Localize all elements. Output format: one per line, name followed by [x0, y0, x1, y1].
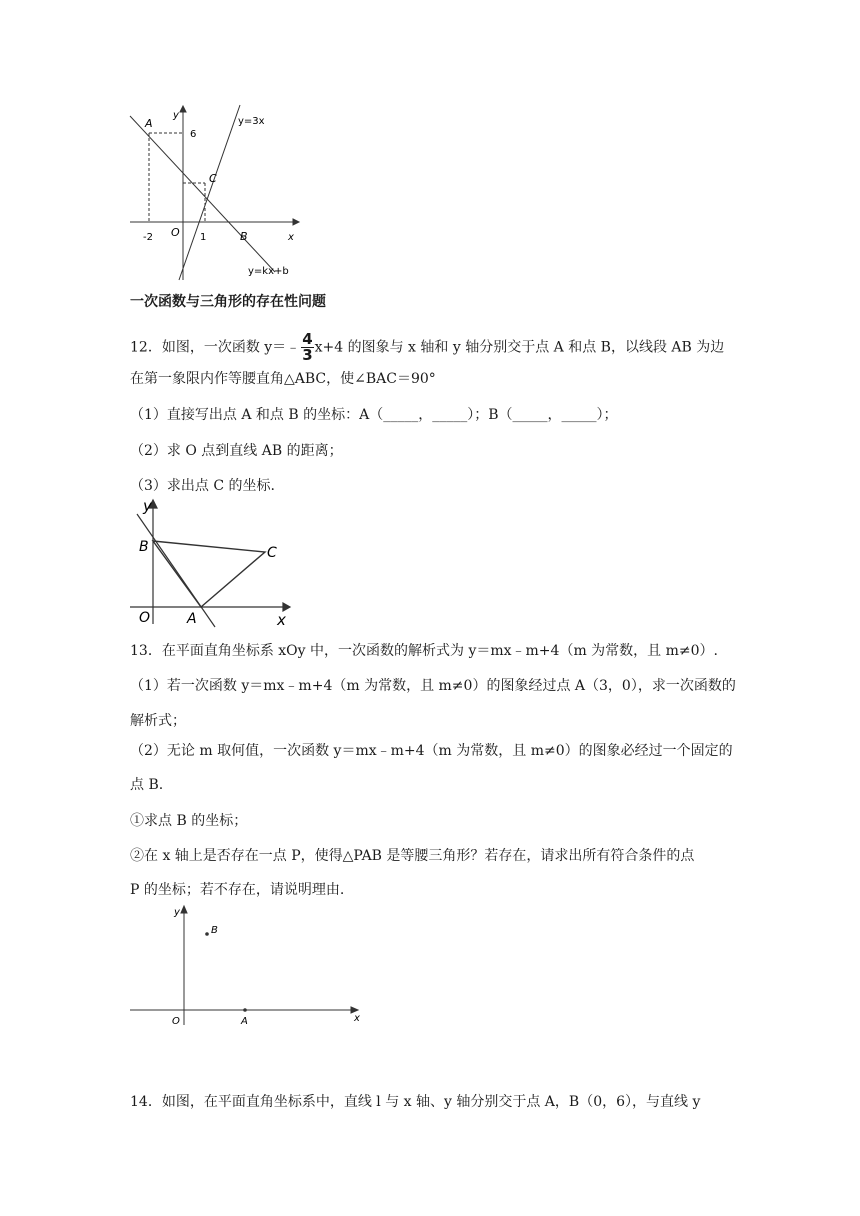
- q13-sub2-a: ②在 x 轴上是否存在一点 P，使得△PAB 是等腰三角形？若存在，请求出所有符合条件的点: [130, 848, 695, 864]
- q12-line2: 在第一象限内作等腰直角△ABC，使∠BAC＝90°: [130, 371, 436, 387]
- section-title: 一次函数与三角形的存在性问题: [130, 294, 326, 310]
- q13-part2-a: （2）无论 m 取何值，一次函数 y＝mx﹣m+4（m 为常数，且 m≠0）的图象必经过一个固定的: [130, 743, 733, 759]
- line-y-kx-b: [130, 116, 275, 272]
- figure-3-graph: [125, 900, 370, 1030]
- line-y-3x: [179, 105, 240, 280]
- figure-1-graph: [125, 100, 305, 285]
- tick-1: 1: [200, 232, 207, 243]
- line-label-ykxb: y=kx+b: [248, 266, 289, 277]
- q13-part1-a: （1）若一次函数 y＝mx﹣m+4（m 为常数，且 m≠0）的图象经过点 A（3，0），求一次函数的: [130, 678, 736, 694]
- point-a-label: A: [241, 1016, 248, 1027]
- origin-label: O: [172, 1016, 180, 1027]
- figure-2-graph: [125, 494, 300, 629]
- point-a-dot: [243, 1008, 247, 1012]
- point-a-label: A: [145, 117, 153, 130]
- triangle-abc: [153, 541, 265, 607]
- q13-line1: 13．在平面直角坐标系 xOy 中，一次函数的解析式为 y＝mx﹣m+4（m 为常数，且 m≠0）.: [130, 643, 718, 659]
- q12-line1-post: x+4 的图象与 x 轴和 y 轴分别交于点 A 和点 B，以线段 AB 为边: [314, 339, 725, 356]
- x-label: x: [277, 611, 286, 629]
- q13-sub1: ①求点 B 的坐标；: [130, 813, 248, 829]
- y-label: y: [143, 497, 152, 515]
- origin-label: O: [171, 226, 180, 239]
- point-c-label: C: [267, 545, 277, 561]
- tick-neg2: -2: [143, 232, 153, 243]
- point-a-label: A: [187, 611, 197, 627]
- q12-line1-pre: 12．如图，一次函数 y＝﹣: [130, 339, 301, 356]
- q13-part1-b: 解析式；: [130, 713, 186, 729]
- q14-line1: 14．如图，在平面直角坐标系中，直线 l 与 x 轴、y 轴分别交于点 A，B（0，6），与直线 y: [130, 1094, 701, 1110]
- q12-line1: [130, 332, 724, 363]
- fraction: $\frac{4}{3}$: [302, 330, 313, 364]
- q13-sub2-b: P 的坐标；若不存在，请说明理由.: [130, 882, 345, 898]
- point-b-label: B: [139, 539, 149, 555]
- x-label: x: [354, 1013, 360, 1024]
- tick-6: 6: [190, 129, 197, 140]
- q13-part2-b: 点 B.: [130, 777, 164, 793]
- q12-part1: （1）直接写出点 A 和点 B 的坐标：A（_____，_____）；B（_____，_____）；: [130, 407, 618, 423]
- line-label-y3x: y=3x: [238, 116, 265, 127]
- point-b-dot: [205, 932, 209, 936]
- y-label: y: [174, 907, 180, 918]
- y-label: y: [173, 110, 179, 121]
- point-b-label: B: [211, 925, 218, 936]
- point-b-label: B: [240, 230, 248, 243]
- point-c-label: C: [209, 172, 217, 185]
- q12-part2: （2）求 O 点到直线 AB 的距离；: [130, 443, 343, 459]
- q12-part3: （3）求出点 C 的坐标.: [130, 478, 275, 494]
- origin-label: O: [139, 610, 151, 626]
- x-label: x: [288, 232, 294, 243]
